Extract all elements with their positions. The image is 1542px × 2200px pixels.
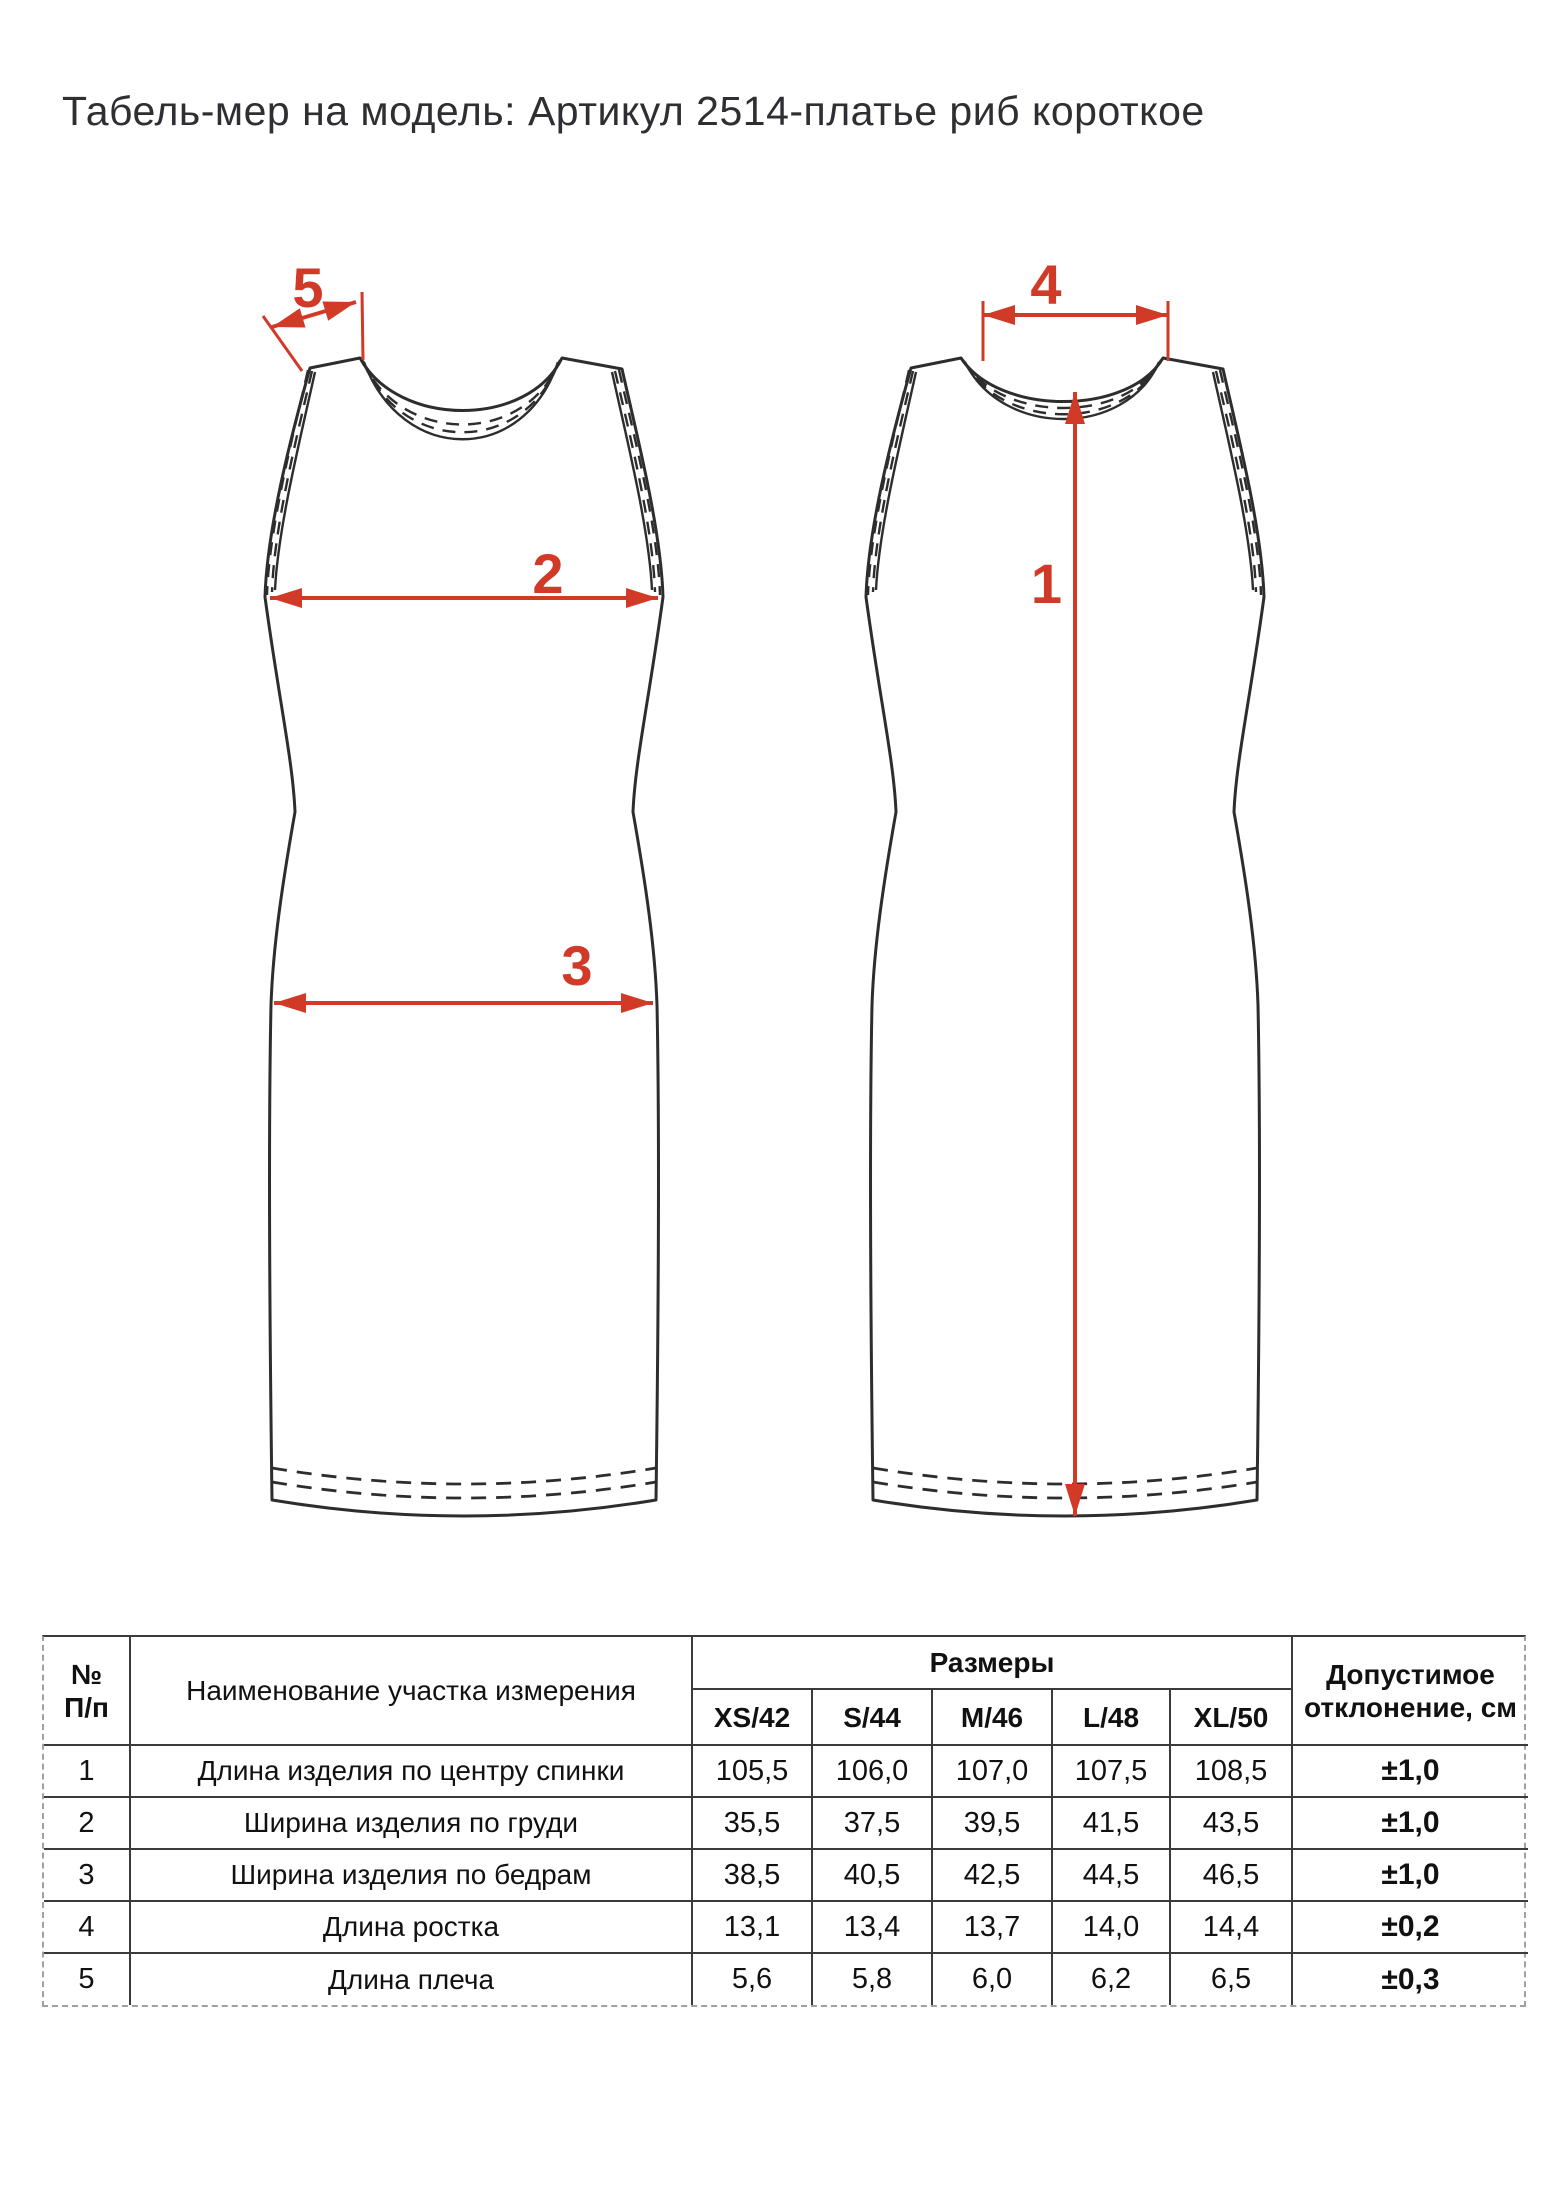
measure-4-label: 4	[1030, 253, 1062, 316]
row-value: 42,5	[932, 1849, 1052, 1901]
row-value: 40,5	[812, 1849, 932, 1901]
header-tolerance-line1: Допустимое	[1326, 1658, 1495, 1690]
row-value: 39,5	[932, 1797, 1052, 1849]
header-size-s: S/44	[812, 1689, 932, 1745]
back-hem-stitch-1	[873, 1482, 1257, 1498]
row-tolerance: ±1,0	[1292, 1745, 1528, 1797]
row-value: 43,5	[1170, 1797, 1292, 1849]
measurement-table	[42, 1635, 1526, 2007]
table-row	[44, 1797, 1528, 1849]
row-num: 5	[44, 1953, 130, 2005]
row-value: 13,7	[932, 1901, 1052, 1953]
header-name: Наименование участка измерения	[130, 1637, 692, 1745]
row-value: 5,6	[692, 1953, 812, 2005]
row-tolerance: ±0,2	[1292, 1901, 1528, 1953]
header-size-xl: XL/50	[1170, 1689, 1292, 1745]
row-value: 38,5	[692, 1849, 812, 1901]
row-value: 105,5	[692, 1745, 812, 1797]
back-hem-stitch-2	[873, 1468, 1257, 1484]
front-neckband-stitch-2	[363, 361, 559, 432]
row-value: 14,0	[1052, 1901, 1170, 1953]
row-name: Длина изделия по центру спинки	[130, 1745, 692, 1797]
row-name: Длина плеча	[130, 1953, 692, 2005]
row-num: 2	[44, 1797, 130, 1849]
row-value: 108,5	[1170, 1745, 1292, 1797]
row-tolerance: ±1,0	[1292, 1797, 1528, 1849]
row-value: 107,0	[932, 1745, 1052, 1797]
row-value: 35,5	[692, 1797, 812, 1849]
row-value: 13,4	[812, 1901, 932, 1953]
spec-table	[44, 1637, 1528, 2005]
front-hem-stitch-2	[272, 1468, 656, 1484]
header-size-xs: XS/42	[692, 1689, 812, 1745]
header-num-line1: №	[70, 1658, 103, 1690]
table-row	[44, 1745, 1528, 1797]
row-tolerance: ±1,0	[1292, 1849, 1528, 1901]
dress-front-view	[265, 358, 663, 1516]
row-value: 13,1	[692, 1901, 812, 1953]
dress-back-view	[866, 358, 1264, 1516]
row-num: 4	[44, 1901, 130, 1953]
row-name: Ширина изделия по груди	[130, 1797, 692, 1849]
front-hem-stitch-1	[272, 1482, 656, 1498]
header-tolerance-line2: отклонение, см	[1303, 1691, 1518, 1723]
row-value: 41,5	[1052, 1797, 1170, 1849]
measure-2-label: 2	[532, 542, 564, 605]
row-num: 3	[44, 1849, 130, 1901]
measurement-annotations	[263, 253, 1168, 1516]
row-value: 6,5	[1170, 1953, 1292, 2005]
row-value: 6,0	[932, 1953, 1052, 2005]
row-value: 107,5	[1052, 1745, 1170, 1797]
measure-5-ext-right	[362, 292, 363, 360]
header-tolerance	[1292, 1637, 1528, 1745]
row-value: 14,4	[1170, 1901, 1292, 1953]
header-size-m: M/46	[932, 1689, 1052, 1745]
measure-1-label: 1	[1030, 552, 1062, 615]
row-value: 106,0	[812, 1745, 932, 1797]
header-size-l: L/48	[1052, 1689, 1170, 1745]
measure-3-label: 3	[561, 934, 593, 997]
page-title: Табель-мер на модель: Артикул 2514-платье риб короткое	[62, 88, 1205, 134]
header-num	[44, 1637, 130, 1745]
back-outline	[866, 358, 1264, 1516]
row-value: 6,2	[1052, 1953, 1170, 2005]
row-name: Длина ростка	[130, 1901, 692, 1953]
header-num-line2: П/п	[64, 1691, 109, 1723]
table-row	[44, 1901, 1528, 1953]
row-num: 1	[44, 1745, 130, 1797]
table-row	[44, 1953, 1528, 2005]
row-value: 37,5	[812, 1797, 932, 1849]
row-value: 5,8	[812, 1953, 932, 2005]
table-row	[44, 1849, 1528, 1901]
measure-5-label: 5	[292, 256, 324, 319]
header-sizes-group: Размеры	[692, 1637, 1292, 1689]
row-name: Ширина изделия по бедрам	[130, 1849, 692, 1901]
row-tolerance: ±0,3	[1292, 1953, 1528, 2005]
front-outline	[265, 358, 663, 1516]
row-value: 46,5	[1170, 1849, 1292, 1901]
row-value: 44,5	[1052, 1849, 1170, 1901]
